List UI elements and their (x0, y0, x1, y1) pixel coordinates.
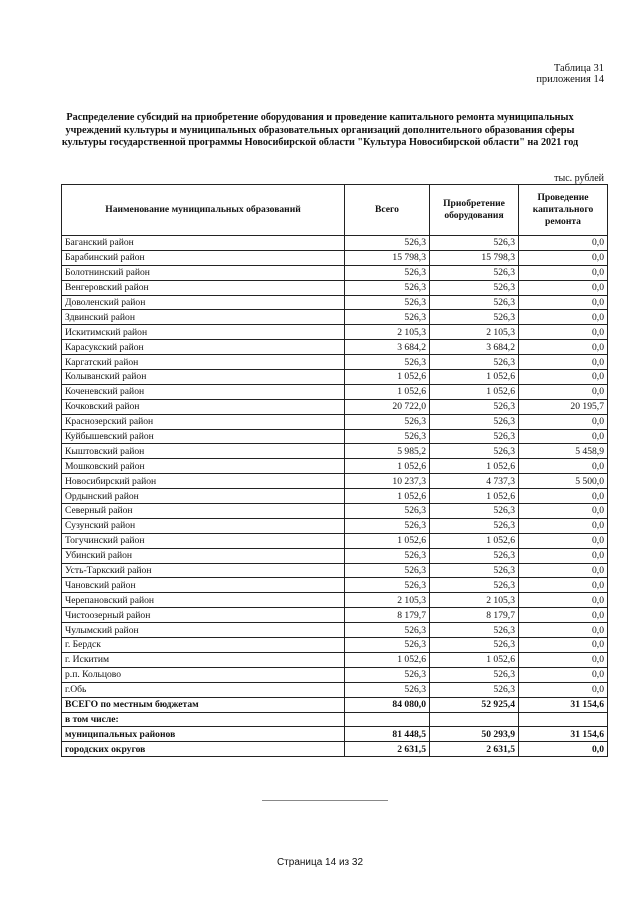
cell-name: в том числе: (62, 712, 345, 727)
cell-equipment: 526,3 (430, 578, 519, 593)
cell-name: Колыванский район (62, 370, 345, 385)
table-row (62, 355, 608, 370)
cell-equipment: 50 293,9 (430, 727, 519, 742)
cell-repair: 0,0 (519, 265, 608, 280)
cell-repair: 0,0 (519, 533, 608, 548)
table-row (62, 518, 608, 533)
cell-equipment: 526,3 (430, 682, 519, 697)
cell-equipment: 2 105,3 (430, 325, 519, 340)
cell-repair: 0,0 (519, 310, 608, 325)
cell-total: 1 052,6 (345, 533, 430, 548)
cell-equipment: 526,3 (430, 236, 519, 251)
cell-name: Краснозерский район (62, 414, 345, 429)
table-row (62, 608, 608, 623)
cell-name: г. Бердск (62, 638, 345, 653)
cell-equipment: 4 737,3 (430, 474, 519, 489)
cell-name: Мошковский район (62, 459, 345, 474)
cell-name: Куйбышевский район (62, 429, 345, 444)
cell-repair: 0,0 (519, 325, 608, 340)
document-title: Распределение субсидий на приобретение оборудования и проведение капитального ремонта муниципальных учреждений культуры и муниципальных образовательных организаций дополнительного образования сферы культуры государственной программы Новосибирской области "Культура Новосибирской области" на 2021 год (61, 112, 579, 148)
cell-total: 5 985,2 (345, 444, 430, 459)
cell-repair: 0,0 (519, 236, 608, 251)
cell-repair: 0,0 (519, 638, 608, 653)
subsidy-table (61, 184, 608, 757)
cell-total: 2 105,3 (345, 593, 430, 608)
cell-total: 84 080,0 (345, 697, 430, 712)
cell-repair: 20 195,7 (519, 399, 608, 414)
summary-row (62, 727, 608, 742)
cell-repair: 0,0 (519, 682, 608, 697)
cell-repair: 0,0 (519, 593, 608, 608)
table-row (62, 399, 608, 414)
cell-total: 526,3 (345, 236, 430, 251)
cell-name: Искитимский район (62, 325, 345, 340)
cell-total: 526,3 (345, 667, 430, 682)
cell-total: 526,3 (345, 623, 430, 638)
cell-repair: 0,0 (519, 548, 608, 563)
units-label: тыс. рублей (554, 173, 604, 184)
cell-total: 1 052,6 (345, 652, 430, 667)
cell-repair: 0,0 (519, 652, 608, 667)
cell-equipment: 526,3 (430, 638, 519, 653)
cell-repair: 0,0 (519, 608, 608, 623)
cell-equipment: 2 105,3 (430, 593, 519, 608)
cell-repair: 0,0 (519, 623, 608, 638)
cell-total: 526,3 (345, 548, 430, 563)
cell-repair: 0,0 (519, 459, 608, 474)
table-row (62, 638, 608, 653)
table-body (62, 236, 608, 757)
table-row (62, 370, 608, 385)
cell-name: Здвинский район (62, 310, 345, 325)
cell-repair: 5 458,9 (519, 444, 608, 459)
table-row (62, 459, 608, 474)
table-row (62, 548, 608, 563)
cell-equipment: 3 684,2 (430, 340, 519, 355)
cell-equipment: 526,3 (430, 504, 519, 519)
cell-repair: 0,0 (519, 429, 608, 444)
cell-total: 526,3 (345, 429, 430, 444)
cell-name: Барабинский район (62, 250, 345, 265)
cell-total: 8 179,7 (345, 608, 430, 623)
cell-equipment: 526,3 (430, 355, 519, 370)
cell-repair: 0,0 (519, 578, 608, 593)
cell-equipment: 526,3 (430, 265, 519, 280)
cell-total: 526,3 (345, 280, 430, 295)
cell-total: 81 448,5 (345, 727, 430, 742)
cell-name: Новосибирский район (62, 474, 345, 489)
cell-repair: 0,0 (519, 280, 608, 295)
summary-row (62, 712, 608, 727)
cell-equipment: 526,3 (430, 414, 519, 429)
table-row (62, 667, 608, 682)
column-header-equipment: Приобретение оборудования (430, 185, 519, 236)
cell-equipment: 526,3 (430, 399, 519, 414)
appendix-label: приложения 14 (536, 74, 604, 85)
cell-repair: 0,0 (519, 295, 608, 310)
table-row (62, 623, 608, 638)
cell-equipment: 526,3 (430, 280, 519, 295)
cell-name: Убинский район (62, 548, 345, 563)
cell-repair: 0,0 (519, 340, 608, 355)
cell-repair: 0,0 (519, 384, 608, 399)
cell-name: муниципальных районов (62, 727, 345, 742)
cell-repair: 0,0 (519, 250, 608, 265)
cell-repair: 31 154,6 (519, 697, 608, 712)
table-row (62, 250, 608, 265)
cell-equipment: 526,3 (430, 548, 519, 563)
summary-row (62, 742, 608, 757)
cell-name: Кыштовский район (62, 444, 345, 459)
table-row (62, 414, 608, 429)
cell-repair: 0,0 (519, 370, 608, 385)
cell-name: Чистоозерный район (62, 608, 345, 623)
cell-total: 526,3 (345, 504, 430, 519)
cell-total: 526,3 (345, 682, 430, 697)
cell-total: 526,3 (345, 310, 430, 325)
cell-total: 526,3 (345, 295, 430, 310)
cell-name: Карасукский район (62, 340, 345, 355)
cell-repair: 0,0 (519, 414, 608, 429)
cell-total: 526,3 (345, 638, 430, 653)
table-row (62, 504, 608, 519)
cell-total: 15 798,3 (345, 250, 430, 265)
table-row (62, 310, 608, 325)
table-row (62, 563, 608, 578)
cell-equipment: 526,3 (430, 444, 519, 459)
cell-total: 2 631,5 (345, 742, 430, 757)
cell-equipment: 2 631,5 (430, 742, 519, 757)
table-row (62, 593, 608, 608)
cell-total: 526,3 (345, 265, 430, 280)
cell-name: ВСЕГО по местным бюджетам (62, 697, 345, 712)
cell-total: 1 052,6 (345, 459, 430, 474)
cell-equipment: 526,3 (430, 563, 519, 578)
cell-repair: 0,0 (519, 742, 608, 757)
cell-equipment: 1 052,6 (430, 384, 519, 399)
cell-equipment: 8 179,7 (430, 608, 519, 623)
cell-equipment: 526,3 (430, 295, 519, 310)
cell-repair: 0,0 (519, 504, 608, 519)
table-row (62, 652, 608, 667)
cell-total: 20 722,0 (345, 399, 430, 414)
cell-repair (519, 712, 608, 727)
cell-name: Кочковский район (62, 399, 345, 414)
cell-equipment: 526,3 (430, 310, 519, 325)
cell-total: 526,3 (345, 518, 430, 533)
cell-equipment: 526,3 (430, 518, 519, 533)
table-row (62, 295, 608, 310)
table-row (62, 265, 608, 280)
cell-repair: 0,0 (519, 518, 608, 533)
column-header-total: Всего (345, 185, 430, 236)
column-header-repair: Проведение капитального ремонта (519, 185, 608, 236)
cell-repair: 0,0 (519, 667, 608, 682)
cell-name: Чулымский район (62, 623, 345, 638)
cell-name: Черепановский район (62, 593, 345, 608)
cell-equipment: 526,3 (430, 667, 519, 682)
cell-name: Болотнинский район (62, 265, 345, 280)
cell-total: 526,3 (345, 355, 430, 370)
cell-total: 526,3 (345, 414, 430, 429)
table-row (62, 489, 608, 504)
cell-name: г. Искитим (62, 652, 345, 667)
cell-total: 1 052,6 (345, 370, 430, 385)
cell-equipment (430, 712, 519, 727)
cell-name: городских округов (62, 742, 345, 757)
cell-repair: 0,0 (519, 563, 608, 578)
cell-name: Ордынский район (62, 489, 345, 504)
table-row (62, 340, 608, 355)
cell-total: 1 052,6 (345, 489, 430, 504)
cell-name: Тогучинский район (62, 533, 345, 548)
cell-name: г.Обь (62, 682, 345, 697)
footer-divider (262, 800, 388, 801)
cell-name: Усть-Таркский район (62, 563, 345, 578)
table-row (62, 682, 608, 697)
cell-equipment: 1 052,6 (430, 459, 519, 474)
table-row (62, 444, 608, 459)
cell-total (345, 712, 430, 727)
cell-name: Баганский район (62, 236, 345, 251)
cell-name: Коченевский район (62, 384, 345, 399)
table-row (62, 474, 608, 489)
cell-name: Чановский район (62, 578, 345, 593)
cell-name: Доволенский район (62, 295, 345, 310)
cell-total: 10 237,3 (345, 474, 430, 489)
table-row (62, 578, 608, 593)
table-row (62, 533, 608, 548)
cell-total: 3 684,2 (345, 340, 430, 355)
cell-total: 1 052,6 (345, 384, 430, 399)
table-label: Таблица 31 (553, 63, 604, 74)
table-row (62, 325, 608, 340)
column-header-name: Наименование муниципальных образований (62, 185, 345, 236)
cell-name: р.п. Кольцово (62, 667, 345, 682)
cell-equipment: 1 052,6 (430, 489, 519, 504)
cell-equipment: 526,3 (430, 623, 519, 638)
cell-name: Северный район (62, 504, 345, 519)
cell-total: 2 105,3 (345, 325, 430, 340)
cell-total: 526,3 (345, 563, 430, 578)
cell-equipment: 15 798,3 (430, 250, 519, 265)
cell-equipment: 526,3 (430, 429, 519, 444)
table-number (536, 63, 604, 85)
cell-repair: 0,0 (519, 489, 608, 504)
page-number: Страница 14 из 32 (276, 857, 364, 868)
table-header-row (62, 185, 608, 236)
table-row (62, 429, 608, 444)
table-row (62, 280, 608, 295)
cell-equipment: 1 052,6 (430, 652, 519, 667)
cell-name: Каргатский район (62, 355, 345, 370)
cell-total: 526,3 (345, 578, 430, 593)
cell-repair: 0,0 (519, 355, 608, 370)
table-row (62, 236, 608, 251)
cell-equipment: 52 925,4 (430, 697, 519, 712)
table-row (62, 384, 608, 399)
cell-repair: 31 154,6 (519, 727, 608, 742)
cell-repair: 5 500,0 (519, 474, 608, 489)
cell-name: Венгеровский район (62, 280, 345, 295)
cell-name: Сузунский район (62, 518, 345, 533)
cell-equipment: 1 052,6 (430, 533, 519, 548)
cell-equipment: 1 052,6 (430, 370, 519, 385)
summary-row (62, 697, 608, 712)
